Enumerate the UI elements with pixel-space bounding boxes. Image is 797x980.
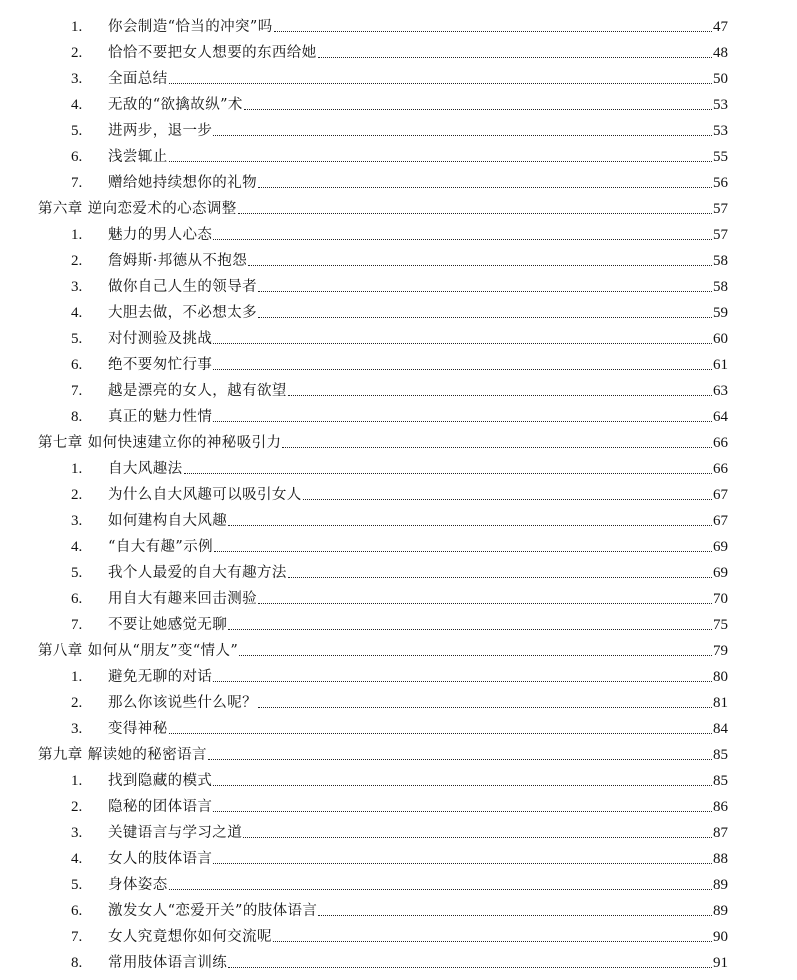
dot-leader	[228, 629, 712, 630]
toc-item-row	[0, 794, 797, 820]
toc-item-row	[0, 92, 797, 118]
toc-item-row	[0, 248, 797, 274]
toc-item-title: 魅力的男人心态	[108, 227, 213, 243]
toc-entry	[108, 719, 728, 739]
toc-page-number: 80	[713, 669, 728, 685]
dot-leader	[213, 811, 712, 812]
toc-page-number: 63	[713, 383, 728, 399]
toc-item-title: 进两步，退一步	[108, 123, 213, 139]
toc-page-number: 58	[713, 253, 728, 269]
dot-leader	[213, 135, 712, 136]
toc-item-title: 浅尝辄止	[108, 149, 168, 165]
toc-page-number: 56	[713, 175, 728, 191]
toc-item-title: 自大风趣法	[108, 461, 183, 477]
toc-item-number: 2.	[71, 799, 83, 815]
toc-entry	[108, 173, 728, 193]
toc-item-number: 1.	[71, 227, 83, 243]
toc-entry	[108, 511, 728, 531]
toc-item-row	[0, 586, 797, 612]
toc-entry	[108, 407, 728, 427]
dot-leader	[258, 707, 712, 708]
toc-item-number: 3.	[71, 513, 83, 529]
dot-leader	[288, 577, 712, 578]
toc-entry	[38, 199, 728, 219]
toc-item-row	[0, 768, 797, 794]
toc-item-row	[0, 274, 797, 300]
toc-page-number: 57	[713, 227, 728, 243]
toc-item-row	[0, 950, 797, 976]
dot-leader	[282, 447, 712, 448]
toc-page-number: 59	[713, 305, 728, 321]
toc-item-number: 5.	[71, 331, 83, 347]
toc-item-row	[0, 14, 797, 40]
toc-page-number: 58	[713, 279, 728, 295]
toc-item-row	[0, 560, 797, 586]
toc-page-number: 60	[713, 331, 728, 347]
toc-entry	[108, 667, 728, 687]
dot-leader	[184, 473, 713, 474]
toc-item-row	[0, 118, 797, 144]
toc-item-number: 2.	[71, 253, 83, 269]
toc-item-number: 3.	[71, 279, 83, 295]
toc-item-number: 4.	[71, 539, 83, 555]
toc-entry	[108, 381, 728, 401]
toc-item-row	[0, 534, 797, 560]
dot-leader	[258, 317, 712, 318]
toc-item-title: 绝不要匆忙行事	[108, 357, 213, 373]
dot-leader	[213, 343, 712, 344]
toc-entry	[108, 303, 728, 323]
dot-leader	[274, 31, 712, 32]
toc-item-number: 3.	[71, 721, 83, 737]
toc-item-number: 5.	[71, 877, 83, 893]
toc-entry	[108, 355, 728, 375]
toc-item-row	[0, 66, 797, 92]
toc-item-title: 对付测验及挑战	[108, 331, 213, 347]
toc-page-number: 47	[713, 19, 728, 35]
toc-entry	[108, 147, 728, 167]
toc-entry	[38, 745, 728, 765]
toc-item-title: 关键语言与学习之道	[108, 825, 243, 841]
toc-item-title: 做你自己人生的领导者	[108, 279, 257, 295]
dot-leader	[213, 785, 712, 786]
dot-leader	[258, 187, 712, 188]
toc-page-number: 79	[713, 643, 728, 659]
toc-item-row	[0, 326, 797, 352]
dot-leader	[243, 837, 712, 838]
toc-item-title: 越是漂亮的女人，越有欲望	[108, 383, 287, 399]
toc-item-title: 全面总结	[108, 71, 168, 87]
toc-item-title: 真正的魅力性情	[108, 409, 213, 425]
toc-item-number: 7.	[71, 175, 83, 191]
toc-entry	[108, 95, 728, 115]
dot-leader	[213, 239, 712, 240]
toc-item-row	[0, 222, 797, 248]
toc-page-number: 85	[713, 747, 728, 763]
toc-chapter-row	[0, 638, 797, 664]
dot-leader	[273, 941, 712, 942]
toc-item-title: 詹姆斯·邦德从不抱怨	[108, 253, 248, 269]
toc-item-row	[0, 690, 797, 716]
toc-page-number: 66	[713, 435, 728, 451]
toc-item-number: 5.	[71, 565, 83, 581]
toc-chapter-row	[0, 742, 797, 768]
toc-item-number: 1.	[71, 461, 83, 477]
toc-item-number: 8.	[71, 409, 83, 425]
toc-page-number: 53	[713, 97, 728, 113]
dot-leader	[213, 421, 712, 422]
toc-item-row	[0, 612, 797, 638]
toc-page-number: 64	[713, 409, 728, 425]
toc-chapter-title: 第八章 如何从“朋友”变“情人”	[38, 643, 239, 659]
toc-item-number: 1.	[71, 773, 83, 789]
toc-entry	[108, 589, 728, 609]
toc-item-title: 找到隐藏的模式	[108, 773, 213, 789]
toc-item-row	[0, 820, 797, 846]
toc-entry	[108, 615, 728, 635]
toc-chapter-row	[0, 430, 797, 456]
toc-item-title: 避免无聊的对话	[108, 669, 213, 685]
toc-entry	[108, 693, 728, 713]
toc-item-title: 赠给她持续想你的礼物	[108, 175, 257, 191]
toc-item-title: 恰恰不要把女人想要的东西给她	[108, 45, 317, 61]
toc-page-number: 69	[713, 565, 728, 581]
toc-page-number: 89	[713, 877, 728, 893]
toc-page-number: 50	[713, 71, 728, 87]
dot-leader	[213, 681, 712, 682]
dot-leader	[258, 291, 712, 292]
toc-item-row	[0, 508, 797, 534]
toc-item-number: 5.	[71, 123, 83, 139]
toc-entry	[108, 43, 728, 63]
toc-page-number: 70	[713, 591, 728, 607]
toc-entry	[108, 459, 728, 479]
toc-entry	[108, 17, 728, 37]
toc-page-number: 84	[713, 721, 728, 737]
toc-item-title: 那么你该说些什么呢？	[108, 695, 257, 711]
toc-page-number: 69	[713, 539, 728, 555]
toc-entry	[108, 485, 728, 505]
toc-entry	[38, 433, 728, 453]
toc-item-row	[0, 716, 797, 742]
dot-leader	[239, 655, 712, 656]
toc-item-title: 变得神秘	[108, 721, 168, 737]
toc-entry	[38, 641, 728, 661]
toc-item-number: 7.	[71, 929, 83, 945]
toc-entry	[108, 901, 728, 921]
toc-item-title: 不要让她感觉无聊	[108, 617, 228, 633]
toc-item-title: 隐秘的团体语言	[108, 799, 213, 815]
toc-item-row	[0, 40, 797, 66]
toc-item-title: 激发女人“恋爱开关”的肢体语言	[108, 903, 318, 919]
toc-page-number: 67	[713, 513, 728, 529]
toc-item-title: 女人的肢体语言	[108, 851, 213, 867]
toc-item-row	[0, 300, 797, 326]
toc-entry	[108, 329, 728, 349]
toc-chapter-row	[0, 196, 797, 222]
toc-entry	[108, 121, 728, 141]
toc-item-row	[0, 924, 797, 950]
dot-leader	[248, 265, 712, 266]
toc-item-title: 大胆去做，不必想太多	[108, 305, 257, 321]
toc-page-number: 66	[713, 461, 728, 477]
toc-item-title: 如何建构自大风趣	[108, 513, 228, 529]
toc-item-number: 7.	[71, 617, 83, 633]
toc-item-title: 为什么自大风趣可以吸引女人	[108, 487, 302, 503]
toc-item-title: 无敌的“欲擒故纵”术	[108, 97, 243, 113]
toc-item-row	[0, 482, 797, 508]
toc-item-row	[0, 404, 797, 430]
toc-item-row	[0, 170, 797, 196]
toc-entry	[108, 277, 728, 297]
toc-item-row	[0, 846, 797, 872]
toc-chapter-title: 第六章 逆向恋爱术的心态调整	[38, 201, 237, 217]
dot-leader	[169, 83, 712, 84]
toc-page-number: 88	[713, 851, 728, 867]
dot-leader	[244, 109, 712, 110]
toc-entry	[108, 563, 728, 583]
toc-page-number: 67	[713, 487, 728, 503]
dot-leader	[318, 915, 712, 916]
toc-item-title: 身体姿态	[108, 877, 168, 893]
toc-item-number: 6.	[71, 149, 83, 165]
toc-item-row	[0, 456, 797, 482]
toc-item-number: 1.	[71, 19, 83, 35]
toc-entry	[108, 225, 728, 245]
toc-item-row	[0, 352, 797, 378]
toc-entry	[108, 823, 728, 843]
toc-item-title: 你会制造“恰当的冲突”吗	[108, 19, 273, 35]
toc-page-number: 89	[713, 903, 728, 919]
toc-item-number: 6.	[71, 903, 83, 919]
dot-leader	[318, 57, 712, 58]
dot-leader	[169, 161, 712, 162]
toc-page-number: 90	[713, 929, 728, 945]
dot-leader	[258, 603, 712, 604]
toc-page-number: 48	[713, 45, 728, 61]
toc-item-number: 7.	[71, 383, 83, 399]
toc-item-row	[0, 664, 797, 690]
dot-leader	[213, 369, 712, 370]
toc-item-row	[0, 144, 797, 170]
toc-item-row	[0, 872, 797, 898]
toc-page-number: 81	[713, 695, 728, 711]
toc-item-number: 6.	[71, 591, 83, 607]
toc-item-row	[0, 898, 797, 924]
toc-item-number: 2.	[71, 487, 83, 503]
toc-page-number: 91	[713, 955, 728, 971]
toc-page-number: 86	[713, 799, 728, 815]
toc-page-number: 87	[713, 825, 728, 841]
toc-page-number: 61	[713, 357, 728, 373]
dot-leader	[169, 733, 712, 734]
dot-leader	[288, 395, 712, 396]
toc-chapter-title: 第九章 解读她的秘密语言	[38, 747, 207, 763]
dot-leader	[214, 551, 712, 552]
dot-leader	[303, 499, 712, 500]
toc-entry	[108, 953, 728, 973]
dot-leader	[228, 967, 712, 968]
toc-item-number: 3.	[71, 825, 83, 841]
toc-item-number: 4.	[71, 305, 83, 321]
toc-entry	[108, 69, 728, 89]
toc-item-title: “自大有趣”示例	[108, 539, 214, 555]
dot-leader	[228, 525, 712, 526]
toc-entry	[108, 927, 728, 947]
dot-leader	[238, 213, 712, 214]
table-of-contents	[0, 14, 797, 976]
toc-entry	[108, 875, 728, 895]
dot-leader	[213, 863, 712, 864]
toc-page-number: 55	[713, 149, 728, 165]
toc-item-number: 2.	[71, 45, 83, 61]
dot-leader	[208, 759, 712, 760]
toc-entry	[108, 251, 728, 271]
toc-entry	[108, 849, 728, 869]
toc-item-number: 3.	[71, 71, 83, 87]
toc-item-number: 4.	[71, 97, 83, 113]
toc-chapter-title: 第七章 如何快速建立你的神秘吸引力	[38, 435, 282, 451]
toc-page-number: 53	[713, 123, 728, 139]
toc-item-number: 1.	[71, 669, 83, 685]
toc-item-number: 2.	[71, 695, 83, 711]
toc-item-number: 6.	[71, 357, 83, 373]
toc-item-row	[0, 378, 797, 404]
toc-item-title: 用自大有趣来回击测验	[108, 591, 257, 607]
dot-leader	[169, 889, 712, 890]
toc-item-title: 常用肢体语言训练	[108, 955, 228, 971]
toc-item-title: 女人究竟想你如何交流呢	[108, 929, 272, 945]
toc-item-number: 8.	[71, 955, 83, 971]
toc-page-number: 85	[713, 773, 728, 789]
toc-item-title: 我个人最爱的自大有趣方法	[108, 565, 287, 581]
toc-item-number: 4.	[71, 851, 83, 867]
toc-entry	[108, 537, 728, 557]
toc-entry	[108, 771, 728, 791]
toc-page-number: 57	[713, 201, 728, 217]
toc-entry	[108, 797, 728, 817]
toc-page-number: 75	[713, 617, 728, 633]
